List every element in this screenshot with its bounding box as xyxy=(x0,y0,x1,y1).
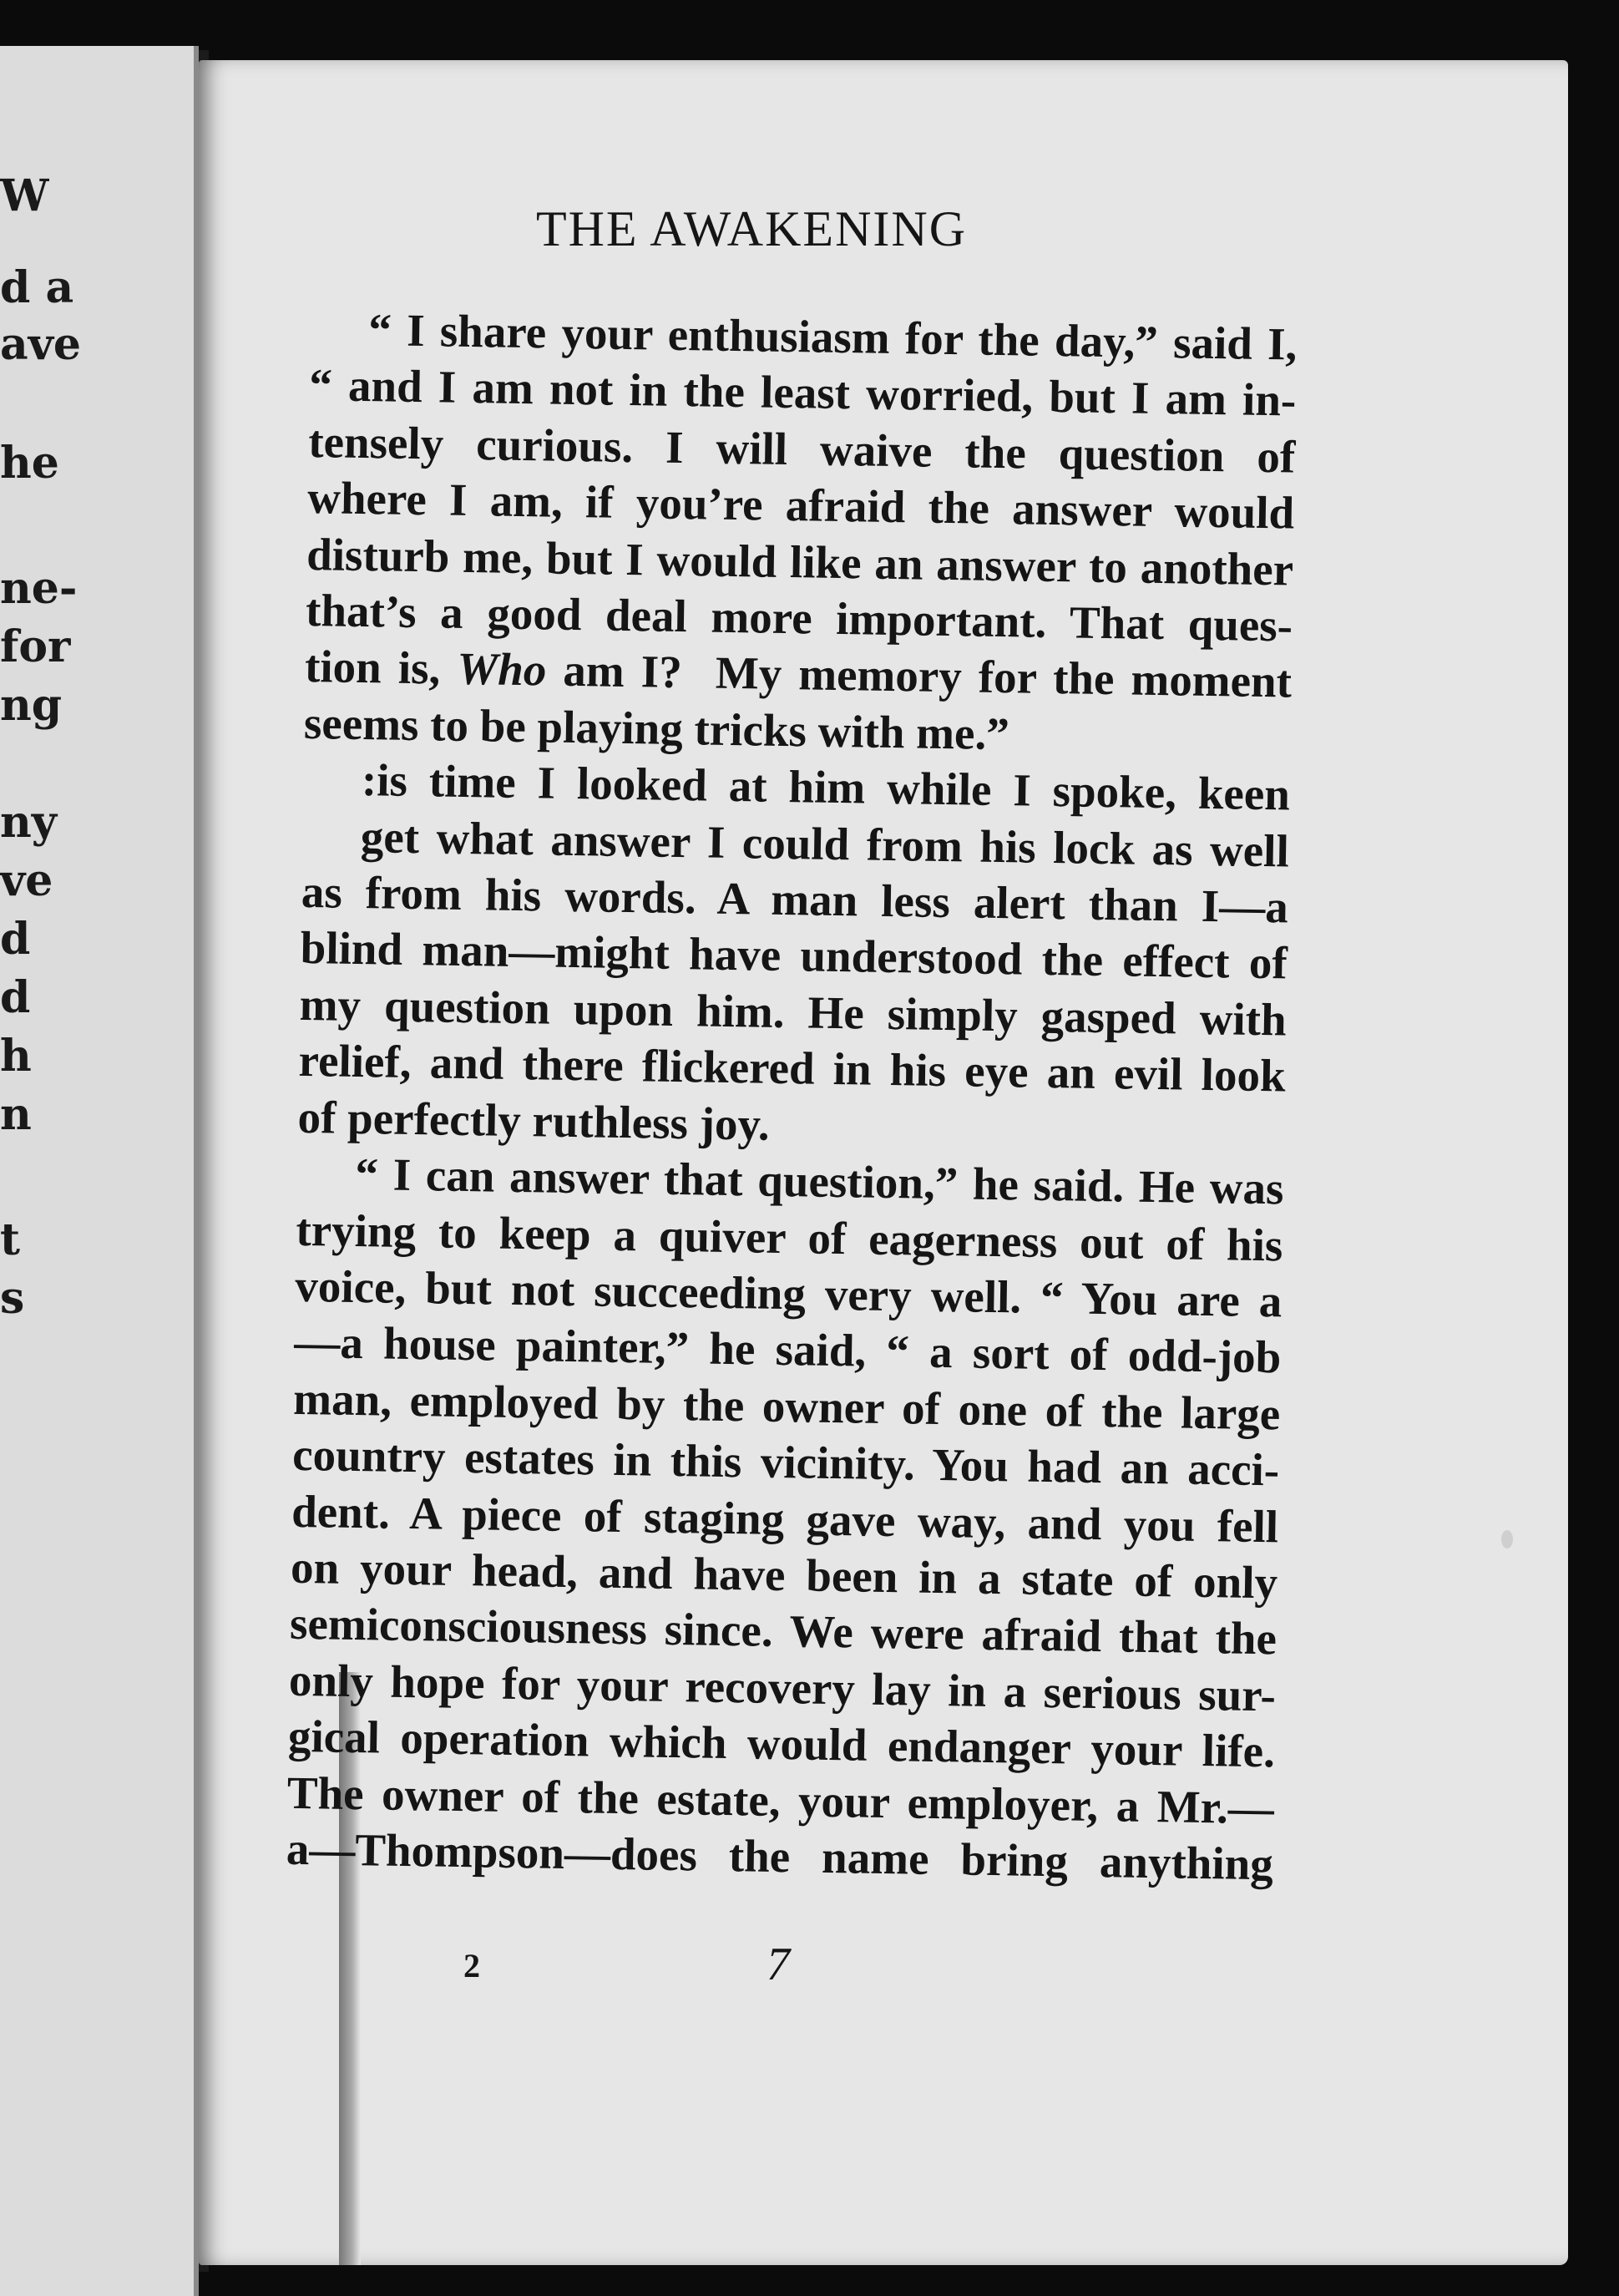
text-line-with-italic: tion is, Who am I? My memory for the moment xyxy=(304,641,1293,707)
text-line: that’s a good deal more important. That ques- xyxy=(305,584,1293,651)
left-page-fragment: he xyxy=(0,438,59,489)
text-line: my question upon him. He simply gasped with xyxy=(299,978,1288,1046)
text-line: gical operation which would endanger your life. xyxy=(287,1710,1276,1777)
text-line: :is time I looked at him while I spoke, keen xyxy=(361,754,1291,820)
left-page-fragment: t xyxy=(0,1214,21,1265)
signature-mark: 2 xyxy=(463,1947,480,1984)
text-line: on your head, and have been in a state of only xyxy=(290,1541,1278,1609)
text-line: “ I share your enthusiasm for the day,” said I, xyxy=(367,304,1298,370)
left-page-fragment: ave xyxy=(0,319,81,370)
left-page-fragment: W xyxy=(0,170,49,221)
left-page-fragment: s xyxy=(0,1273,25,1324)
left-page-fragment: d a xyxy=(0,262,74,313)
left-page-fragment: h xyxy=(0,1031,32,1082)
text-line: dent. A piece of staging gave way, and you fell xyxy=(291,1485,1279,1552)
page-body xyxy=(286,301,1297,1893)
text-line: man, employed by the owner of one of the large xyxy=(292,1372,1281,1440)
left-page-fragment: d xyxy=(0,972,31,1023)
left-page-fragment: ny xyxy=(0,797,58,848)
text-line: semiconsciousness since. We were afraid that the xyxy=(289,1598,1277,1665)
text-line: as from his words. A man less alert than I—a xyxy=(301,865,1289,933)
text-line: disturb me, but I would like an answer to another xyxy=(306,528,1294,596)
text-line: of perfectly ruthless joy. xyxy=(297,1091,771,1150)
text-line: where I am, if you’re afraid the answer would xyxy=(306,472,1295,539)
page-number: 7 xyxy=(766,1939,790,1990)
text-line: relief, and there flickered in his eye an evil look xyxy=(298,1035,1287,1102)
text-line: The owner of the estate, your employer, a Mr.— xyxy=(286,1766,1275,1833)
left-page-fragment: ng xyxy=(0,680,63,731)
text-line: country estates in this vicinity. You had an acci- xyxy=(291,1428,1280,1496)
text-line: “ I can answer that question,” he said. He was xyxy=(355,1148,1284,1214)
text-line: tensely curious. I will waive the question of xyxy=(307,415,1296,483)
left-page-fragment: ne- xyxy=(0,563,78,614)
text-line: voice, but not succeeding very well. “ You are a xyxy=(294,1260,1283,1327)
text-line: only hope for your recovery lay in a serious sur- xyxy=(288,1654,1277,1721)
left-page-fragment: ve xyxy=(0,855,53,906)
scan-speck xyxy=(1501,1530,1513,1548)
left-page-fragment: n xyxy=(0,1089,32,1140)
text-line: —a house painter,” he said, “ a sort of odd-job xyxy=(293,1316,1282,1383)
text-line: “ and I am not in the least worried, but I am in- xyxy=(308,359,1297,426)
text-line: blind man—might have understood the effect of xyxy=(300,922,1288,989)
text-line: trying to keep a quiver of eagerness out of his xyxy=(296,1204,1283,1270)
facing-page-left xyxy=(0,46,199,2296)
text-line: seems to be playing tricks with me.” xyxy=(303,697,1010,760)
left-page-fragment: d xyxy=(0,914,31,965)
running-head: THE AWAKENING xyxy=(535,201,968,256)
left-page-fragment: for xyxy=(0,621,71,672)
text-line: a—Thompson—does the name bring anything xyxy=(286,1822,1274,1890)
text-line: get what answer I could from his lock as well xyxy=(360,810,1290,877)
